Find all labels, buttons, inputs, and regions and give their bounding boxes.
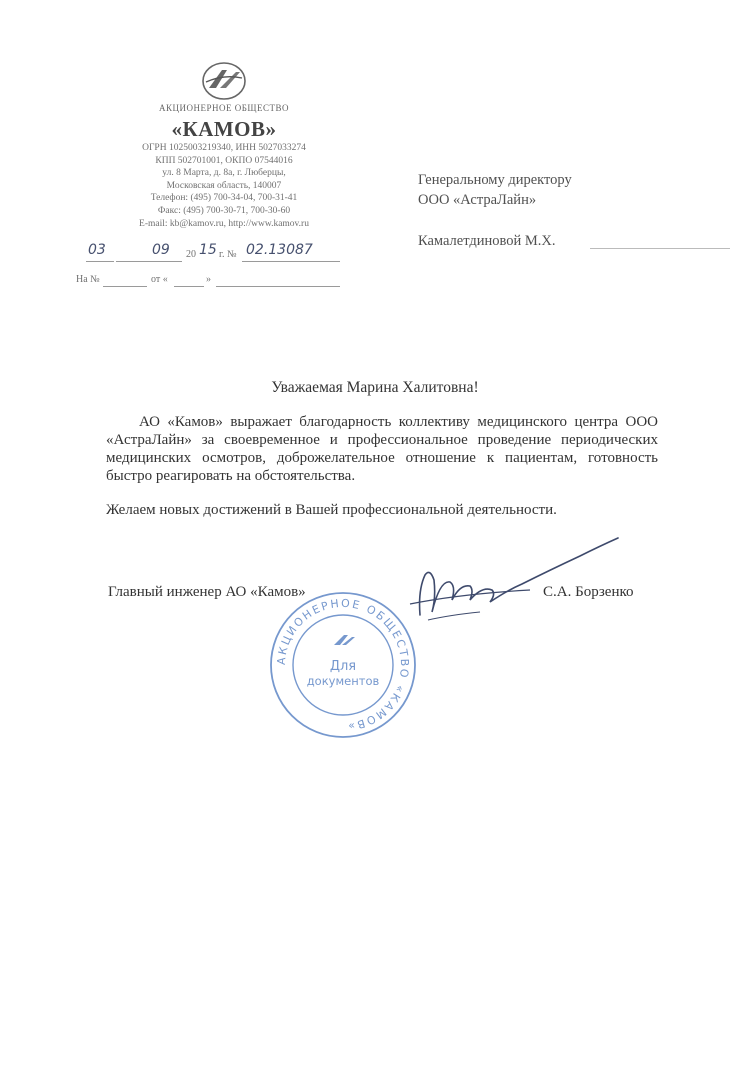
year-prefix: 20 xyxy=(186,249,196,260)
kamov-logo-icon xyxy=(200,60,248,102)
addressee-company: ООО «АстраЛайн» xyxy=(418,192,537,208)
stamp-center-line-1: Для xyxy=(329,659,357,674)
details-line: Московская область, 140007 xyxy=(166,180,282,191)
ref-from-label: от « xyxy=(151,274,168,285)
company-name: «КАМОВ» xyxy=(171,117,277,141)
details-line: Факс: (495) 700-30-71, 700-30-60 xyxy=(157,205,291,216)
number-label: г. № xyxy=(219,249,237,260)
signatory-title: Главный инженер АО «Камов» xyxy=(108,584,306,600)
outgoing-number-line xyxy=(86,242,344,266)
details-line: ул. 8 Марта, д. 8а, г. Люберцы, xyxy=(162,168,286,179)
stamp-ring-text: АКЦИОНЕРНОЕ ОБЩЕСТВО «КАМОВ» xyxy=(274,596,412,734)
ref-label: На № xyxy=(76,274,100,285)
reference-line xyxy=(76,274,346,288)
body-paragraph-1: АО «Камов» выражает благодарность коллективу медицинского центра ООО «АстраЛайн» за своевременное и профессиональное проведение периодических медицинских осмотров, доброжелательное отношение к пациентам, готовность быстро реагировать на обстоятельства. xyxy=(106,414,658,484)
stamp-logo-icon xyxy=(334,635,355,645)
addressee-name: Камалетдиновой М.Х. xyxy=(418,233,556,249)
addressee-underline xyxy=(590,248,730,249)
body-paragraph-2: Желаем новых достижений в Вашей профессиональной деятельности. xyxy=(106,502,557,518)
addressee-position: Генеральному директору xyxy=(418,172,572,188)
company-details xyxy=(110,142,338,230)
addressee-block xyxy=(418,170,738,251)
handwritten-day: 03 xyxy=(88,242,106,258)
ref-close: » xyxy=(206,274,211,285)
salutation: Уважаемая Марина Халитовна! xyxy=(271,379,479,396)
stamp-center-line-2: документов xyxy=(306,674,380,688)
details-line: ОГРН 1025003219340, ИНН 5027033274 xyxy=(142,143,306,153)
signatory-name: С.А. Борзенко xyxy=(543,584,634,600)
details-line: E-mail: kb@kamov.ru, http://www.kamov.ru xyxy=(139,218,309,229)
company-type: АКЦИОНЕРНОЕ ОБЩЕСТВО xyxy=(159,103,289,113)
details-line: КПП 502701001, ОКПО 07544016 xyxy=(155,155,293,166)
handwritten-year: 15 xyxy=(199,242,217,258)
company-stamp xyxy=(268,590,418,740)
handwritten-month: 09 xyxy=(152,242,170,258)
handwritten-number: 02.13087 xyxy=(246,242,313,258)
details-line: Телефон: (495) 700-34-04, 700-31-41 xyxy=(150,193,298,204)
